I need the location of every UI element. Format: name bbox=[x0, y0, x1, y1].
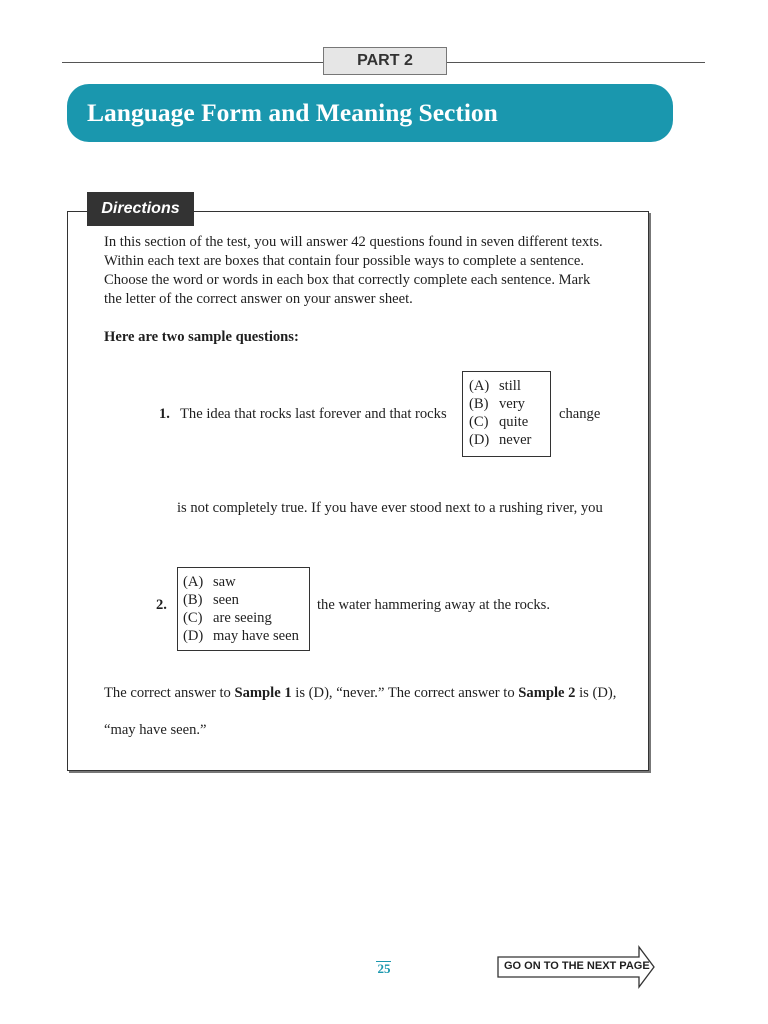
sample1-options-box bbox=[462, 371, 551, 457]
sample1-label: Sample 1 bbox=[234, 685, 292, 701]
answer-line-1: The correct answer to Sample 1 is (D), “never.” The correct answer to Sample 2 is (D), bbox=[104, 685, 617, 701]
directions-line: Within each text are boxes that contain four possible ways to complete a sentence. bbox=[104, 253, 585, 269]
sample1-number: 1. bbox=[159, 406, 170, 422]
sample1-text-before: The idea that rocks last forever and that rocks bbox=[180, 406, 447, 422]
sample2-text-after: the water hammering away at the rocks. bbox=[317, 597, 551, 613]
sample2-options-box bbox=[177, 567, 310, 651]
directions-paragraph bbox=[104, 233, 639, 309]
sample2-option-c: (C) are seeing bbox=[183, 610, 272, 626]
sample1-option-a: (A) still bbox=[469, 378, 521, 394]
part-label: PART 2 bbox=[323, 47, 447, 75]
directions-line: the letter of the correct answer on your answer sheet. bbox=[104, 291, 413, 307]
sample2-option-d: (D) may have seen bbox=[183, 628, 299, 644]
sample1-option-b: (B) very bbox=[469, 396, 525, 412]
sample-heading: Here are two sample questions: bbox=[104, 329, 299, 345]
next-page-label: GO ON TO THE NEXT PAGE bbox=[504, 960, 650, 972]
section-title: Language Form and Meaning Section bbox=[67, 84, 673, 142]
sample1-text-after: change bbox=[559, 406, 601, 422]
answer-line-2: “may have seen.” bbox=[104, 722, 207, 738]
directions-line: In this section of the test, you will answer 42 questions found in seven different texts. bbox=[104, 234, 603, 250]
sample2-option-a: (A) saw bbox=[183, 574, 236, 590]
sample1-option-c: (C) quite bbox=[469, 414, 529, 430]
continuation-text: is not completely true. If you have ever stood next to a rushing river, you bbox=[177, 500, 603, 516]
sample1-option-d: (D) never bbox=[469, 432, 532, 448]
directions-line: Choose the word or words in each box that correctly complete each sentence. Mark bbox=[104, 272, 591, 288]
sample2-option-b: (B) seen bbox=[183, 592, 239, 608]
sample2-label: Sample 2 bbox=[518, 685, 576, 701]
sample2-number: 2. bbox=[156, 597, 167, 613]
page-number: 25 bbox=[377, 961, 391, 976]
directions-tab: Directions bbox=[87, 192, 194, 226]
